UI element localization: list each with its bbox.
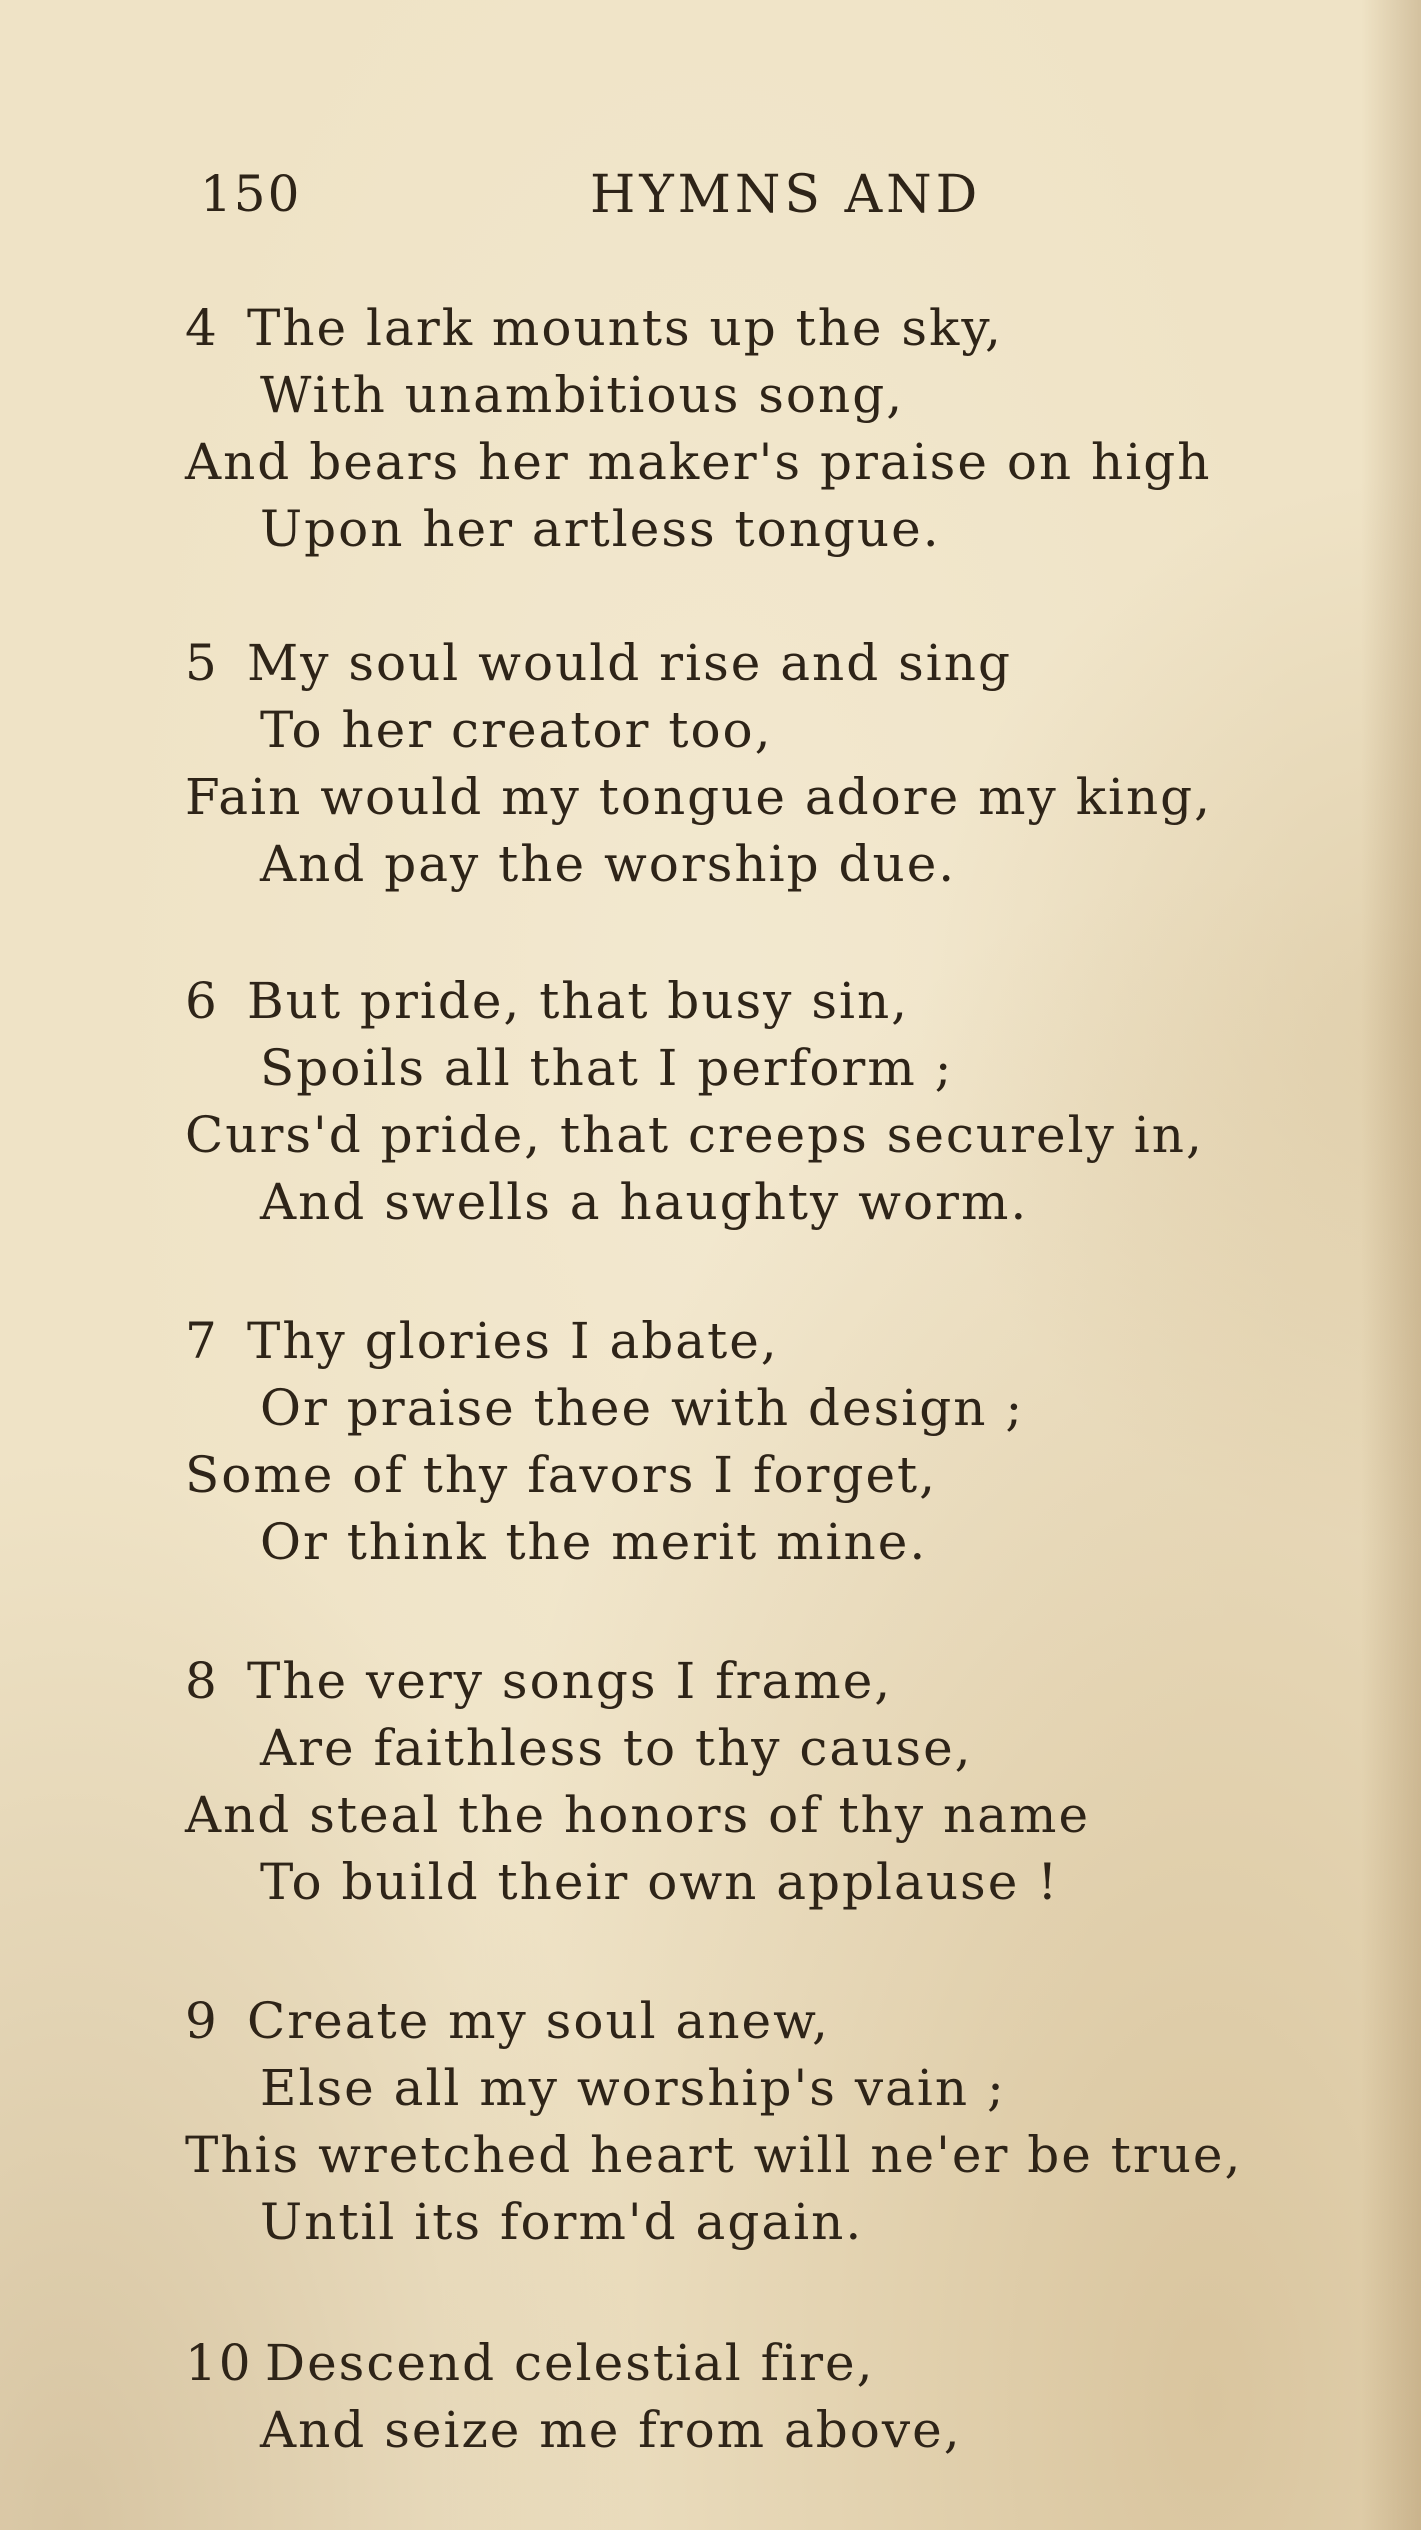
stanza-line xyxy=(185,1988,1335,2055)
stanza-line: Some of thy favors I forget, xyxy=(185,1446,938,1504)
stanza-line: To her creator too, xyxy=(260,701,773,759)
stanza-line xyxy=(185,295,1335,362)
page-header xyxy=(200,165,1060,235)
stanza-number: 9 xyxy=(185,1992,219,2050)
stanza-7 xyxy=(185,1308,1335,1576)
stanza-number: 10 xyxy=(185,2334,253,2392)
stanza-number: 7 xyxy=(185,1312,219,1370)
page-edge-shadow xyxy=(1361,0,1421,2530)
stanza-line: Are faithless to thy cause, xyxy=(260,1719,973,1777)
stanza-line: Curs'd pride, that creeps securely in, xyxy=(185,1106,1204,1164)
line-text: But pride, that busy sin, xyxy=(247,972,910,1030)
stanza-8 xyxy=(185,1648,1335,1916)
stanza-4 xyxy=(185,295,1335,563)
stanza-number: 8 xyxy=(185,1652,219,1710)
stanza-line: To build their own applause ! xyxy=(260,1853,1060,1911)
page-number: 150 xyxy=(200,165,302,223)
stanza-line: And bears her maker's praise on high xyxy=(185,433,1212,491)
stanza-line xyxy=(185,630,1335,697)
running-title: HYMNS AND xyxy=(590,165,982,225)
stanza-line: Spoils all that I perform ; xyxy=(260,1039,954,1097)
stanza-line xyxy=(185,1308,1335,1375)
line-text: My soul would rise and sing xyxy=(247,634,1012,692)
line-text: Thy glories I abate, xyxy=(247,1312,779,1370)
stanza-line: And seize me from above, xyxy=(260,2401,962,2459)
stanza-line: And steal the honors of thy name xyxy=(185,1786,1091,1844)
line-text: The very songs I frame, xyxy=(247,1652,893,1710)
line-text: The lark mounts up the sky, xyxy=(247,299,1003,357)
stanza-line: Until its form'd again. xyxy=(260,2193,864,2251)
stanza-number: 6 xyxy=(185,972,219,1030)
stanza-line: Or praise thee with design ; xyxy=(260,1379,1025,1437)
stanza-5 xyxy=(185,630,1335,898)
stanza-line: This wretched heart will ne'er be true, xyxy=(185,2126,1243,2184)
stanza-10 xyxy=(185,2330,1335,2464)
stanza-line: And swells a haughty worm. xyxy=(260,1173,1029,1231)
stanza-line: With unambitious song, xyxy=(260,366,905,424)
stanza-number: 5 xyxy=(185,634,219,692)
stanza-number: 4 xyxy=(185,299,219,357)
stanza-line: Upon her artless tongue. xyxy=(260,500,941,558)
stanza-line: And pay the worship due. xyxy=(260,835,957,893)
stanza-line: Fain would my tongue adore my king, xyxy=(185,768,1213,826)
stanza-line xyxy=(185,1648,1335,1715)
stanza-line: Else all my worship's vain ; xyxy=(260,2059,1006,2117)
stanza-9 xyxy=(185,1988,1335,2256)
stanza-line xyxy=(185,968,1335,1035)
stanza-6 xyxy=(185,968,1335,1236)
stanza-line: Or think the merit mine. xyxy=(260,1513,928,1571)
line-text: Descend celestial fire, xyxy=(265,2334,875,2392)
stanza-line xyxy=(185,2330,1335,2397)
line-text: Create my soul anew, xyxy=(247,1992,830,2050)
